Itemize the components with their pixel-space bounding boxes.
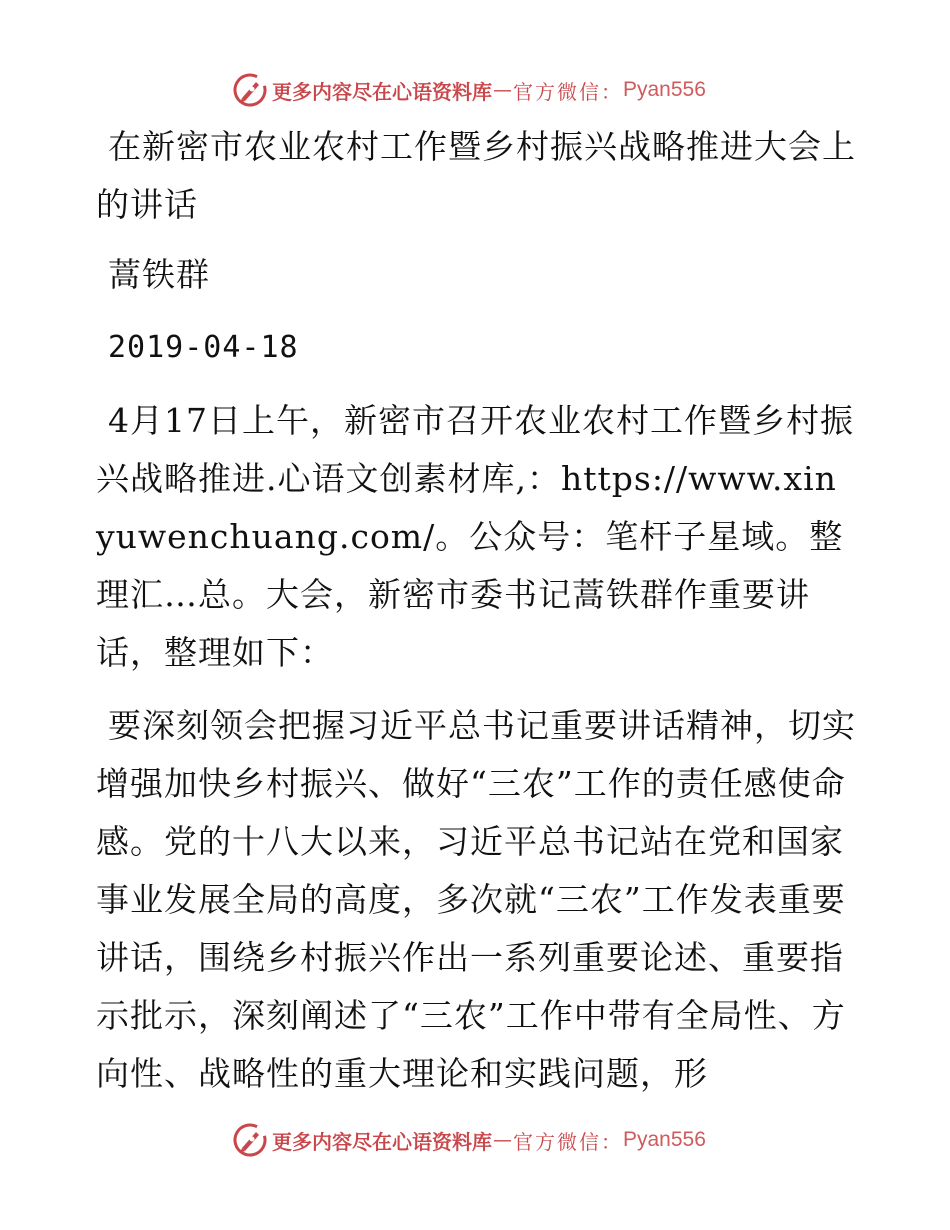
document-title: 在新密市农业农村工作暨乡村振兴战略推进大会上的讲话 bbox=[96, 127, 856, 224]
watermark-main-text: 更多内容尽在心语资料库 bbox=[272, 79, 492, 104]
pen-circle-logo-icon bbox=[232, 1122, 268, 1158]
pen-circle-logo-icon bbox=[232, 72, 268, 108]
document-date: 2019-04-18 bbox=[108, 330, 299, 365]
header-watermark bbox=[232, 70, 732, 110]
watermark-wechat-id: Pyan556 bbox=[623, 78, 706, 101]
watermark-dash: — bbox=[493, 1129, 512, 1151]
watermark-label: 官方微信： bbox=[513, 1129, 623, 1154]
watermark-main-text: 更多内容尽在心语资料库 bbox=[272, 1129, 492, 1154]
watermark-label: 官方微信： bbox=[513, 79, 623, 104]
watermark-wechat-id: Pyan556 bbox=[623, 1128, 706, 1151]
paragraph-main: 要深刻领会把握习近平总书记重要讲话精神，切实增强加快乡村振兴、做好“三农”工作的责任感使命感。党的十八大以来，习近平总书记站在党和国家事业发展全局的高度，多次就“三农”工作发表重要讲话，围绕乡村振兴作出一系列重要论述、重要指示批示，深刻阐述了“三农”工作中带有全局性、方向性、战略性的重大理论和实践问题，形 bbox=[96, 706, 856, 1093]
watermark-dash: — bbox=[493, 79, 512, 101]
footer-watermark bbox=[232, 1120, 732, 1160]
paragraph-intro: 4月17日上午，新密市召开农业农村工作暨乡村振兴战略推进.心语文创素材库,：https://www.xinyuwenchuang.com/。公众号：笔杆子星域。整理汇…总。大会，新密市委书记蒿铁群作重要讲话，整理如下： bbox=[96, 401, 854, 672]
document-author: 蒿铁群 bbox=[108, 255, 210, 294]
document-body bbox=[96, 118, 856, 1118]
